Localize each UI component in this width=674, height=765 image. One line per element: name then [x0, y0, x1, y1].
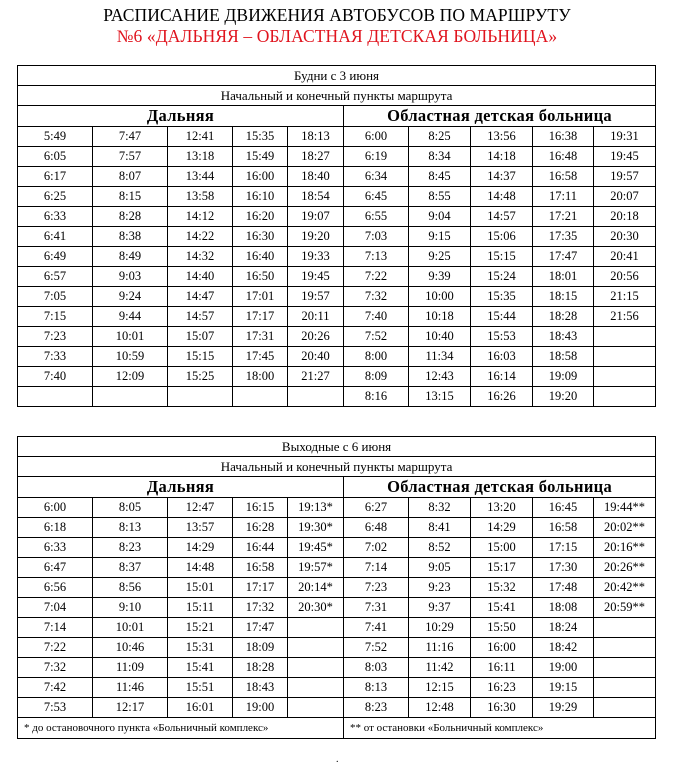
departure-time-hospital: 20:26** [594, 558, 656, 578]
departure-time-hospital: 16:03 [471, 347, 533, 367]
departure-time-hospital: 9:39 [409, 267, 471, 287]
time-row [18, 518, 656, 538]
departure-time-dalnyaya: 5:49 [18, 127, 93, 147]
departure-time-hospital: 7:40 [344, 307, 409, 327]
departure-time-hospital: 17:35 [533, 227, 594, 247]
departure-time-hospital: 18:58 [533, 347, 594, 367]
departure-time-hospital: 21:15 [594, 287, 656, 307]
departure-time-dalnyaya: 11:46 [93, 678, 168, 698]
departure-time-hospital: 19:31 [594, 127, 656, 147]
departure-time-hospital: 18:24 [533, 618, 594, 638]
departure-time-dalnyaya: 19:45* [288, 538, 344, 558]
departure-time-hospital: 8:45 [409, 167, 471, 187]
departure-time-dalnyaya: 10:59 [93, 347, 168, 367]
departure-time-dalnyaya: 6:17 [18, 167, 93, 187]
departure-time-dalnyaya: 7:23 [18, 327, 93, 347]
departure-time-hospital: 7:22 [344, 267, 409, 287]
departure-time-hospital: 17:48 [533, 578, 594, 598]
departure-time-hospital: 8:16 [344, 387, 409, 407]
departure-time-hospital: 9:15 [409, 227, 471, 247]
stop-header-dalnyaya: Дальняя [18, 106, 344, 127]
departure-time-hospital [594, 638, 656, 658]
departure-time-hospital: 6:45 [344, 187, 409, 207]
departure-time-dalnyaya [288, 678, 344, 698]
departure-time-dalnyaya: 6:47 [18, 558, 93, 578]
departure-time-hospital: 15:53 [471, 327, 533, 347]
departure-time-dalnyaya: 21:27 [288, 367, 344, 387]
departure-time-hospital: 8:32 [409, 498, 471, 518]
time-row [18, 267, 656, 287]
departure-time-hospital [594, 387, 656, 407]
departure-time-dalnyaya: 20:11 [288, 307, 344, 327]
footnote-left: * до остановочного пункта «Больничный комплекс» [18, 718, 344, 739]
departure-time-hospital: 7:52 [344, 327, 409, 347]
departure-time-hospital: 17:15 [533, 538, 594, 558]
departure-time-dalnyaya: 15:07 [168, 327, 233, 347]
departure-time-hospital: 18:42 [533, 638, 594, 658]
departure-time-dalnyaya: 13:44 [168, 167, 233, 187]
time-row [18, 578, 656, 598]
departure-time-dalnyaya: 11:09 [93, 658, 168, 678]
departure-time-dalnyaya: 15:49 [233, 147, 288, 167]
departure-time-dalnyaya: 16:00 [233, 167, 288, 187]
departure-time-hospital: 19:20 [533, 387, 594, 407]
departure-time-dalnyaya [288, 698, 344, 718]
departure-time-hospital: 9:37 [409, 598, 471, 618]
departure-time-hospital: 9:05 [409, 558, 471, 578]
schedule-period-header: Выходные с 6 июня [18, 437, 656, 457]
departure-time-dalnyaya: 17:45 [233, 347, 288, 367]
departure-time-dalnyaya: 18:28 [233, 658, 288, 678]
departure-time-dalnyaya [288, 387, 344, 407]
departure-time-hospital: 16:30 [471, 698, 533, 718]
departure-time-dalnyaya: 6:33 [18, 207, 93, 227]
departure-time-hospital: 10:18 [409, 307, 471, 327]
departure-time-hospital: 8:55 [409, 187, 471, 207]
departure-time-hospital: 9:23 [409, 578, 471, 598]
departure-time-dalnyaya: 14:12 [168, 207, 233, 227]
departure-time-hospital: 18:08 [533, 598, 594, 618]
departure-time-hospital [594, 618, 656, 638]
departure-time-hospital: 15:24 [471, 267, 533, 287]
departure-time-hospital: 8:41 [409, 518, 471, 538]
departure-time-dalnyaya: 15:01 [168, 578, 233, 598]
departure-time-hospital: 19:29 [533, 698, 594, 718]
departure-time-hospital: 20:16** [594, 538, 656, 558]
departure-time-hospital: 20:18 [594, 207, 656, 227]
departure-time-dalnyaya: 7:22 [18, 638, 93, 658]
departure-time-hospital: 20:56 [594, 267, 656, 287]
departure-time-hospital: 9:04 [409, 207, 471, 227]
footnotes-row [18, 718, 656, 739]
departure-time-dalnyaya [168, 387, 233, 407]
departure-time-dalnyaya: 20:26 [288, 327, 344, 347]
departure-time-dalnyaya: 17:01 [233, 287, 288, 307]
departure-time-hospital: 17:21 [533, 207, 594, 227]
departure-time-hospital: 16:58 [533, 167, 594, 187]
departure-time-dalnyaya: 15:51 [168, 678, 233, 698]
departure-time-dalnyaya: 13:58 [168, 187, 233, 207]
departure-time-dalnyaya: 13:57 [168, 518, 233, 538]
departure-time-dalnyaya: 12:09 [93, 367, 168, 387]
departure-time-hospital [594, 658, 656, 678]
departure-time-dalnyaya: 8:15 [93, 187, 168, 207]
departure-time-hospital: 20:02** [594, 518, 656, 538]
departure-time-dalnyaya: 12:47 [168, 498, 233, 518]
departure-time-dalnyaya [233, 387, 288, 407]
time-row [18, 167, 656, 187]
departure-time-hospital: 16:14 [471, 367, 533, 387]
departure-time-hospital: 16:38 [533, 127, 594, 147]
stop-header-hospital: Областная детская больница [344, 106, 656, 127]
departure-time-dalnyaya: 19:57* [288, 558, 344, 578]
departure-time-dalnyaya: 8:28 [93, 207, 168, 227]
departure-time-hospital: 19:45 [594, 147, 656, 167]
departure-time-dalnyaya: 15:31 [168, 638, 233, 658]
departure-time-hospital: 10:00 [409, 287, 471, 307]
departure-time-hospital: 11:34 [409, 347, 471, 367]
departure-time-hospital: 7:02 [344, 538, 409, 558]
departure-time-dalnyaya: 18:43 [233, 678, 288, 698]
departure-time-hospital: 14:18 [471, 147, 533, 167]
departure-time-hospital [594, 327, 656, 347]
departure-time-dalnyaya: 17:47 [233, 618, 288, 638]
departure-time-hospital: 9:25 [409, 247, 471, 267]
departure-time-hospital: 14:37 [471, 167, 533, 187]
departure-time-dalnyaya: 7:33 [18, 347, 93, 367]
departure-time-hospital: 13:20 [471, 498, 533, 518]
departure-time-dalnyaya: 8:05 [93, 498, 168, 518]
departure-time-hospital: 8:52 [409, 538, 471, 558]
departure-time-dalnyaya: 15:35 [233, 127, 288, 147]
time-row [18, 327, 656, 347]
departure-time-dalnyaya: 17:31 [233, 327, 288, 347]
departure-time-hospital: 8:03 [344, 658, 409, 678]
departure-time-hospital [594, 347, 656, 367]
departure-time-dalnyaya: 15:25 [168, 367, 233, 387]
schedule-period-header: Будни с 3 июня [18, 66, 656, 86]
departure-time-hospital: 16:00 [471, 638, 533, 658]
time-row [18, 618, 656, 638]
departure-time-hospital: 11:42 [409, 658, 471, 678]
time-row [18, 367, 656, 387]
departure-time-hospital: 15:32 [471, 578, 533, 598]
departure-time-dalnyaya: 19:45 [288, 267, 344, 287]
departure-time-hospital: 15:41 [471, 598, 533, 618]
departure-time-dalnyaya: 20:30* [288, 598, 344, 618]
departure-time-hospital: 16:58 [533, 518, 594, 538]
departure-time-hospital: 16:23 [471, 678, 533, 698]
departure-time-hospital [594, 367, 656, 387]
departure-time-dalnyaya: 18:54 [288, 187, 344, 207]
time-row [18, 187, 656, 207]
departure-time-hospital: 19:57 [594, 167, 656, 187]
departure-time-hospital: 15:35 [471, 287, 533, 307]
departure-time-dalnyaya: 20:14* [288, 578, 344, 598]
departure-time-dalnyaya: 19:13* [288, 498, 344, 518]
departure-time-dalnyaya: 16:50 [233, 267, 288, 287]
departure-time-hospital: 8:09 [344, 367, 409, 387]
departure-time-dalnyaya: 16:44 [233, 538, 288, 558]
departure-time-hospital: 7:52 [344, 638, 409, 658]
departure-time-hospital: 18:43 [533, 327, 594, 347]
departure-time-hospital: 15:00 [471, 538, 533, 558]
departure-time-hospital: 15:50 [471, 618, 533, 638]
departure-time-dalnyaya: 16:01 [168, 698, 233, 718]
departure-time-dalnyaya: 8:38 [93, 227, 168, 247]
departure-time-hospital: 6:55 [344, 207, 409, 227]
departure-time-dalnyaya: 7:05 [18, 287, 93, 307]
departure-time-dalnyaya: 9:10 [93, 598, 168, 618]
departure-time-dalnyaya [288, 658, 344, 678]
departure-time-hospital: 19:15 [533, 678, 594, 698]
departure-time-dalnyaya: 7:15 [18, 307, 93, 327]
departure-time-dalnyaya: 6:49 [18, 247, 93, 267]
departure-time-dalnyaya [288, 618, 344, 638]
weekday-schedule-table [17, 65, 656, 407]
departure-time-dalnyaya: 8:37 [93, 558, 168, 578]
departure-time-dalnyaya: 15:21 [168, 618, 233, 638]
departure-time-hospital: 8:34 [409, 147, 471, 167]
departure-time-dalnyaya: 8:23 [93, 538, 168, 558]
time-row [18, 127, 656, 147]
departure-time-hospital: 18:28 [533, 307, 594, 327]
departure-time-hospital: 17:11 [533, 187, 594, 207]
departure-time-dalnyaya: 9:44 [93, 307, 168, 327]
departure-time-dalnyaya: 6:00 [18, 498, 93, 518]
departure-time-dalnyaya: 19:20 [288, 227, 344, 247]
weekend-schedule-table [17, 436, 656, 739]
departure-time-dalnyaya: 10:46 [93, 638, 168, 658]
departure-time-hospital: 19:44** [594, 498, 656, 518]
departure-time-hospital: 12:48 [409, 698, 471, 718]
departure-time-hospital: 20:59** [594, 598, 656, 618]
departure-time-hospital: 6:27 [344, 498, 409, 518]
departure-time-dalnyaya: 19:07 [288, 207, 344, 227]
departure-time-dalnyaya: 7:57 [93, 147, 168, 167]
departure-time-hospital: 7:23 [344, 578, 409, 598]
departure-time-dalnyaya: 16:20 [233, 207, 288, 227]
time-row [18, 227, 656, 247]
departure-time-hospital: 16:48 [533, 147, 594, 167]
departure-time-hospital: 16:26 [471, 387, 533, 407]
departure-time-hospital: 17:47 [533, 247, 594, 267]
departure-time-dalnyaya: 7:40 [18, 367, 93, 387]
time-row [18, 387, 656, 407]
departure-time-dalnyaya: 7:32 [18, 658, 93, 678]
departure-time-hospital: 15:17 [471, 558, 533, 578]
departure-time-dalnyaya: 17:32 [233, 598, 288, 618]
time-row [18, 558, 656, 578]
time-row [18, 347, 656, 367]
departure-time-hospital: 12:15 [409, 678, 471, 698]
departure-time-hospital: 6:34 [344, 167, 409, 187]
departure-time-hospital: 15:06 [471, 227, 533, 247]
departure-time-dalnyaya: 19:30* [288, 518, 344, 538]
departure-time-hospital: 7:32 [344, 287, 409, 307]
departure-time-hospital: 17:30 [533, 558, 594, 578]
route-title: №6 «ДАЛЬНЯЯ – ОБЛАСТНАЯ ДЕТСКАЯ БОЛЬНИЦА» [116, 26, 558, 46]
departure-time-dalnyaya: 9:03 [93, 267, 168, 287]
departure-time-hospital: 13:56 [471, 127, 533, 147]
departure-time-hospital: 7:03 [344, 227, 409, 247]
departure-time-hospital: 18:15 [533, 287, 594, 307]
departure-time-dalnyaya: 18:09 [233, 638, 288, 658]
departure-time-dalnyaya: 17:17 [233, 307, 288, 327]
departure-time-dalnyaya: 16:10 [233, 187, 288, 207]
departure-time-dalnyaya: 12:41 [168, 127, 233, 147]
departure-time-dalnyaya: 6:41 [18, 227, 93, 247]
departure-time-dalnyaya: 7:04 [18, 598, 93, 618]
departure-time-dalnyaya: 14:32 [168, 247, 233, 267]
departure-time-hospital: 6:48 [344, 518, 409, 538]
time-row [18, 498, 656, 518]
departure-time-dalnyaya: 18:27 [288, 147, 344, 167]
departure-time-dalnyaya: 9:24 [93, 287, 168, 307]
departure-time-hospital: 10:29 [409, 618, 471, 638]
departure-time-dalnyaya: 6:57 [18, 267, 93, 287]
departure-time-dalnyaya [18, 387, 93, 407]
departure-time-dalnyaya [93, 387, 168, 407]
departure-time-dalnyaya: 15:41 [168, 658, 233, 678]
time-row [18, 538, 656, 558]
departure-time-hospital: 15:44 [471, 307, 533, 327]
departure-time-dalnyaya: 14:29 [168, 538, 233, 558]
departure-time-dalnyaya: 13:18 [168, 147, 233, 167]
departure-time-dalnyaya [288, 638, 344, 658]
time-row [18, 307, 656, 327]
departure-time-dalnyaya: 15:15 [168, 347, 233, 367]
departure-time-dalnyaya: 8:49 [93, 247, 168, 267]
departure-time-hospital: 8:13 [344, 678, 409, 698]
departure-time-hospital [594, 678, 656, 698]
route-points-header: Начальный и конечный пункты маршрута [18, 457, 656, 477]
departure-time-dalnyaya: 16:28 [233, 518, 288, 538]
stop-header-hospital: Областная детская больница [344, 477, 656, 498]
departure-time-hospital: 8:25 [409, 127, 471, 147]
time-row [18, 147, 656, 167]
departure-time-dalnyaya: 20:40 [288, 347, 344, 367]
departure-time-hospital: 21:56 [594, 307, 656, 327]
departure-time-dalnyaya: 6:56 [18, 578, 93, 598]
departure-time-hospital: 20:42** [594, 578, 656, 598]
departure-time-dalnyaya: 18:13 [288, 127, 344, 147]
departure-time-dalnyaya: 7:47 [93, 127, 168, 147]
departure-time-dalnyaya: 10:01 [93, 327, 168, 347]
time-row [18, 678, 656, 698]
departure-time-hospital: 18:01 [533, 267, 594, 287]
departure-time-hospital: 12:43 [409, 367, 471, 387]
departure-time-dalnyaya: 14:47 [168, 287, 233, 307]
departure-time-dalnyaya: 14:22 [168, 227, 233, 247]
page-title: РАСПИСАНИЕ ДВИЖЕНИЯ АВТОБУСОВ ПО МАРШРУТУ [103, 5, 571, 25]
departure-time-hospital: 14:48 [471, 187, 533, 207]
departure-time-dalnyaya: 6:18 [18, 518, 93, 538]
departure-time-hospital: 8:23 [344, 698, 409, 718]
departure-time-hospital: 16:45 [533, 498, 594, 518]
departure-time-hospital: 7:14 [344, 558, 409, 578]
route-points-header: Начальный и конечный пункты маршрута [18, 86, 656, 106]
departure-time-hospital: 20:30 [594, 227, 656, 247]
footer-mark: . [336, 754, 339, 765]
departure-time-hospital: 15:15 [471, 247, 533, 267]
departure-time-dalnyaya: 12:17 [93, 698, 168, 718]
departure-time-hospital: 14:57 [471, 207, 533, 227]
departure-time-dalnyaya: 15:11 [168, 598, 233, 618]
departure-time-dalnyaya: 14:40 [168, 267, 233, 287]
departure-time-hospital: 7:13 [344, 247, 409, 267]
departure-time-hospital: 19:00 [533, 658, 594, 678]
departure-time-dalnyaya: 8:07 [93, 167, 168, 187]
departure-time-dalnyaya: 14:57 [168, 307, 233, 327]
departure-time-hospital: 14:29 [471, 518, 533, 538]
time-row [18, 698, 656, 718]
departure-time-hospital: 16:11 [471, 658, 533, 678]
departure-time-dalnyaya: 8:13 [93, 518, 168, 538]
departure-time-dalnyaya: 18:00 [233, 367, 288, 387]
departure-time-hospital: 7:31 [344, 598, 409, 618]
departure-time-hospital: 6:19 [344, 147, 409, 167]
time-row [18, 658, 656, 678]
departure-time-dalnyaya: 16:30 [233, 227, 288, 247]
departure-time-hospital: 13:15 [409, 387, 471, 407]
departure-time-hospital: 8:00 [344, 347, 409, 367]
departure-time-dalnyaya: 8:56 [93, 578, 168, 598]
time-row [18, 287, 656, 307]
time-row [18, 207, 656, 227]
departure-time-dalnyaya: 6:05 [18, 147, 93, 167]
footnote-right: ** от остановки «Больничный комплекс» [344, 718, 656, 739]
departure-time-dalnyaya: 16:58 [233, 558, 288, 578]
departure-time-dalnyaya: 18:40 [288, 167, 344, 187]
departure-time-hospital [594, 698, 656, 718]
departure-time-dalnyaya: 6:25 [18, 187, 93, 207]
time-row [18, 598, 656, 618]
departure-time-dalnyaya: 14:48 [168, 558, 233, 578]
departure-time-hospital: 20:41 [594, 247, 656, 267]
departure-time-dalnyaya: 16:15 [233, 498, 288, 518]
departure-time-hospital: 20:07 [594, 187, 656, 207]
departure-time-dalnyaya: 6:33 [18, 538, 93, 558]
time-row [18, 247, 656, 267]
departure-time-dalnyaya: 19:33 [288, 247, 344, 267]
departure-time-dalnyaya: 19:00 [233, 698, 288, 718]
time-row [18, 638, 656, 658]
departure-time-dalnyaya: 10:01 [93, 618, 168, 638]
stop-header-dalnyaya: Дальняя [18, 477, 344, 498]
departure-time-dalnyaya: 19:57 [288, 287, 344, 307]
departure-time-dalnyaya: 16:40 [233, 247, 288, 267]
departure-time-hospital: 19:09 [533, 367, 594, 387]
departure-time-hospital: 6:00 [344, 127, 409, 147]
departure-time-hospital: 10:40 [409, 327, 471, 347]
departure-time-hospital: 11:16 [409, 638, 471, 658]
departure-time-dalnyaya: 7:14 [18, 618, 93, 638]
departure-time-hospital: 7:41 [344, 618, 409, 638]
departure-time-dalnyaya: 7:53 [18, 698, 93, 718]
departure-time-dalnyaya: 17:17 [233, 578, 288, 598]
departure-time-dalnyaya: 7:42 [18, 678, 93, 698]
